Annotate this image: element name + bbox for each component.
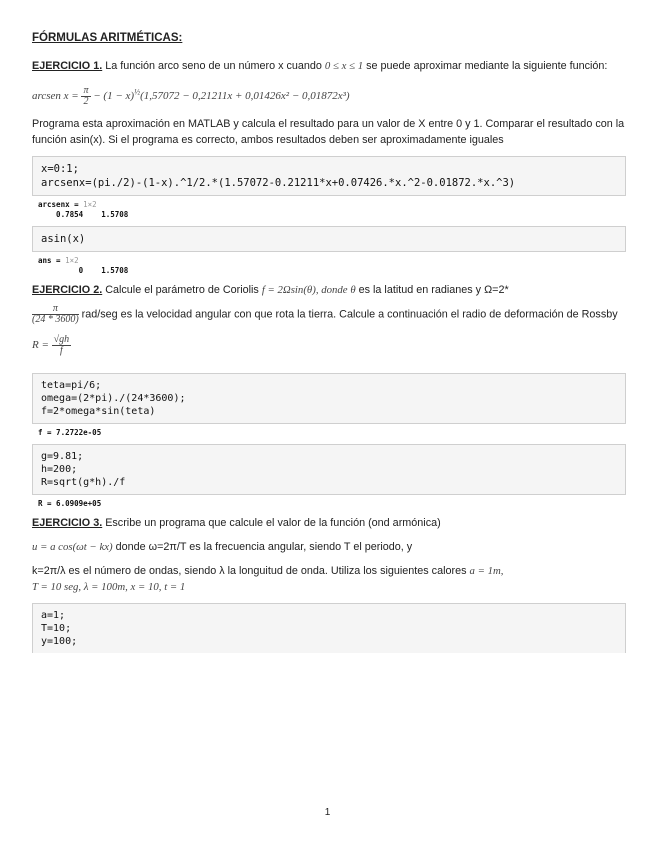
ex2-frac-den: (24 * 3600) [32, 314, 79, 325]
ex2-omega-frac [32, 304, 79, 325]
ex2-code-block-1[interactable]: teta=pi/6; omega=(2*pi)./(24*3600); f=2*omega*sin(teta) [32, 373, 626, 424]
ex2-r-lhs: R = [32, 339, 52, 352]
ex3-line3-text: k=2π/λ es el número de ondas, siendo λ la longuitud de onda. Utiliza los siguientes calores [32, 565, 470, 577]
ex2-rossby-formula [32, 335, 626, 365]
ex1-formula-exp: ½ [134, 87, 141, 97]
ex1-out2-values: 0 1.5708 [38, 266, 129, 275]
ex1-out1-values: 0.7854 1.5708 [38, 210, 129, 219]
ex3-label: EJERCICIO 3. [32, 517, 103, 529]
ex1-out1-dim: 1×2 [83, 200, 97, 209]
ex1-output-2 [32, 252, 626, 282]
ex1-formula-rest: (1,57072 − 0,21211x + 0,01426x² − 0,01872x³) [140, 90, 350, 103]
ex3-line4 [32, 579, 626, 595]
ex2-intro-theta: θ [350, 284, 356, 296]
ex3-line2-math: u = a cos(ωt − kx) [32, 541, 113, 553]
ex3-line2 [32, 539, 626, 555]
ex1-frac-num: π [83, 85, 89, 96]
ex1-intro [32, 58, 626, 74]
ex3-line3-math: a = 1m, [469, 565, 504, 577]
ex1-formula [32, 86, 626, 108]
ex1-label: EJERCICIO 1. [32, 60, 103, 72]
ex2-intro [32, 282, 626, 298]
document-page [32, 32, 626, 653]
ex2-r-frac [52, 335, 72, 356]
ex3-code-block-1[interactable]: a=1; T=10; y=100; [32, 603, 626, 653]
ex1-intro-a: La función arco seno de un número x cuando [102, 60, 325, 72]
ex2-intro-2 [32, 304, 626, 325]
ex1-code-block-2[interactable]: asin(x) [32, 226, 626, 252]
ex1-frac-den: 2 [83, 96, 89, 107]
ex2-output-2: R = 6.0909e+05 [38, 499, 102, 508]
ex1-intro-math: 0 ≤ x ≤ 1 [324, 60, 364, 72]
ex2-r-num: √gh [53, 334, 70, 345]
ex1-formula-frac [81, 86, 90, 107]
ex2-label: EJERCICIO 2. [32, 284, 103, 296]
ex3-line2-text: donde ω=2π/T es la frecuencia angular, siendo T el periodo, y [112, 541, 413, 553]
ex2-frac-num: π [32, 304, 79, 315]
ex2-code-block-2[interactable]: g=9.81; h=200; R=sqrt(g*h)./f [32, 444, 626, 495]
ex1-code-block-1[interactable]: x=0:1; arcsenx=(pi./2)-(1-x).^1/2.*(1.57072-0.21211*x+0.07426.*x.^2-0.01872.*x.^3) [32, 156, 626, 196]
ex2-intro-c: es la latitud en radianes y Ω=2* [355, 284, 509, 296]
ex1-out1-name: arcsenx = [38, 200, 84, 209]
ex1-formula-mid: − (1 − x) [93, 90, 135, 103]
ex1-out2-name: ans = [38, 256, 66, 265]
page-number: 1 [324, 807, 331, 818]
ex2-r-den: f [60, 345, 63, 356]
ex2-intro-d: rad/seg es la velocidad angular con que rota la tierra. Calcule a continuación el radio de deformación de Rossby [78, 308, 618, 321]
ex2-output-1: f = 7.2722e-05 [38, 428, 102, 437]
ex1-formula-lhs: arcsen x = [32, 90, 82, 103]
ex2-intro-b: donde [318, 284, 351, 296]
ex2-intro-a: Calcule el parámetro de Coriolis [102, 284, 262, 296]
page-title: FÓRMULAS ARITMÉTICAS: [32, 32, 183, 44]
ex1-intro-b: se puede aproximar mediante la siguiente función: [363, 60, 608, 72]
ex1-out2-dim: 1×2 [65, 256, 79, 265]
ex3-line3 [32, 563, 626, 579]
ex1-output-1 [32, 196, 626, 226]
ex3-line4-math: T = 10 seg, λ = 100m, x = 10, t = 1 [32, 581, 186, 593]
ex2-intro-math: f = 2Ωsin(θ), [261, 284, 319, 296]
ex1-description: Programa esta aproximación en MATLAB y calcula el resultado para un valor de X entre 0 y 1. Comparar el resultado con la función asin(x). Si el programa es correcto, ambos resultados deben ser aproximadamente iguales [32, 118, 625, 146]
ex3-intro-text: Escribe un programa que calcule el valor de la función (ond armónica) [102, 517, 441, 529]
ex3-intro [32, 515, 626, 531]
